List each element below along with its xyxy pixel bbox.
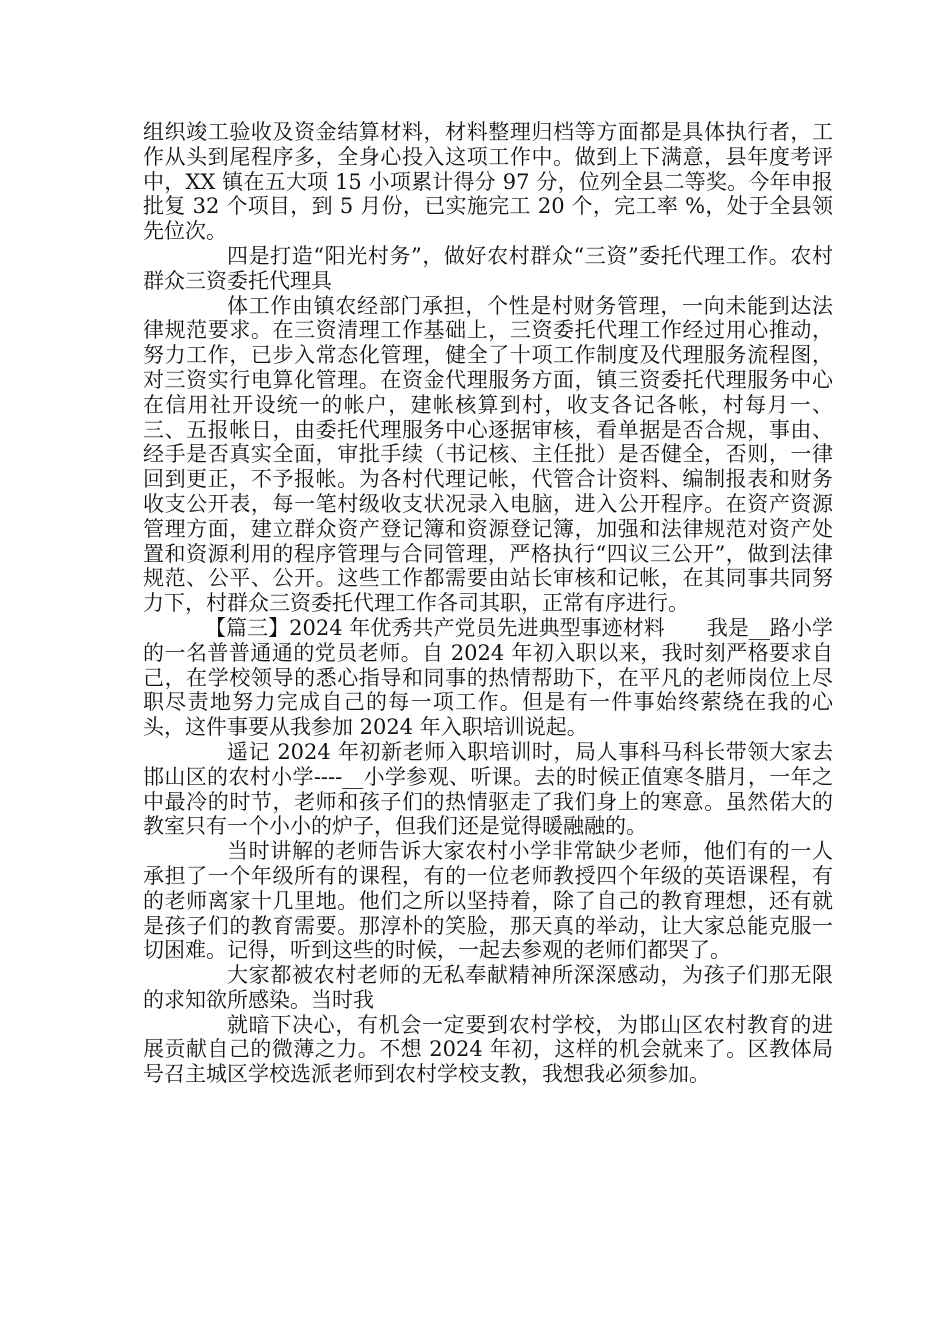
- paragraph-7: 大家都被农村老师的无私奉献精神所深深感动，为孩子们那无限的求知欲所感染。当时我: [143, 963, 833, 1012]
- paragraph-4: 【篇三】2024 年优秀共产党员先进典型事迹材料 我是__路小学的一名普普通通的党员老师。自 2024 年初入职以来，我时刻严格要求自己，在学校领导的悉心指导和同事的热情帮助下，在平凡的老师岗位上尽职尽责地努力完成自己的每一项工作。但是有一件事始终萦绕在我的心头，这件事要从我参加 2024 年入职培训说起。: [143, 615, 833, 740]
- document-page: [143, 120, 833, 1087]
- paragraph-5: 遥记 2024 年初新老师入职培训时，局人事科马科长带领大家去邯山区的农村小学----__小学参观、听课。去的时候正值寒冬腊月，一年之中最冷的时节，老师和孩子们的热情驱走了我们身上的寒意。虽然偌大的教室只有一个小小的炉子，但我们还是觉得暖融融的。: [143, 739, 833, 839]
- paragraph-2: 四是打造“阳光村务”，做好农村群众“三资”委托代理工作。农村群众三资委托代理具: [143, 243, 833, 293]
- paragraph-3: 体工作由镇农经部门承担，个性是村财务管理，一向未能到达法律规范要求。在三资清理工作基础上，三资委托代理工作经过用心推动，努力工作，已步入常态化管理，健全了十项工作制度及代理服务流程图，对三资实行电算化管理。在资金代理服务方面，镇三资委托代理服务中心在信用社开设统一的帐户，建帐核算到村，收支各记各帐，村每月一、三、五报帐日，由委托代理服务中心逐据审核，看单据是否合规，事由、经手是否真实全面，审批手续（书记核、主任批）是否健全，否则，一律回到更正，不予报帐。为各村代理记帐，代管合计资料、编制报表和财务收支公开表，每一笔村级收支状况录入电脑，进入公开程序。在资产资源管理方面，建立群众资产登记簿和资源登记簿，加强和法律规范对资产处置和资源利用的程序管理与合同管理，严格执行“四议三公开”，做到法律规范、公平、公开。这些工作都需要由站长审核和记帐，在其同事共同努力下，村群众三资委托代理工作各司其职，正常有序进行。: [143, 293, 833, 616]
- paragraph-8: 就暗下决心，有机会一定要到农村学校，为邯山区农村教育的进展贡献自己的微薄之力。不想 2024 年初，这样的机会就来了。区教体局号召主城区学校选派老师到农村学校支教，我想我必须参加。: [143, 1012, 833, 1087]
- paragraph-6: 当时讲解的老师告诉大家农村小学非常缺少老师，他们有的一人承担了一个年级所有的课程，有的一位老师教授四个年级的英语课程，有的老师离家十几里地。他们之所以坚持着，除了自己的教育理想，还有就是孩子们的教育需要。那淳朴的笑脸，那天真的举动，让大家总能克服一切困难。记得，听到这些的时候，一起去参观的老师们都哭了。: [143, 839, 833, 963]
- paragraph-1: 组织竣工验收及资金结算材料，材料整理归档等方面都是具体执行者，工作从头到尾程序多，全身心投入这项工作中。做到上下满意，县年度考评中，XX 镇在五大项 15 小项累计得分 97 分，位列全县二等奖。今年申报批复 32 个项目，到 5 月份，已实施完工 20 个，完工率 %，处于全县领先位次。: [143, 120, 833, 244]
